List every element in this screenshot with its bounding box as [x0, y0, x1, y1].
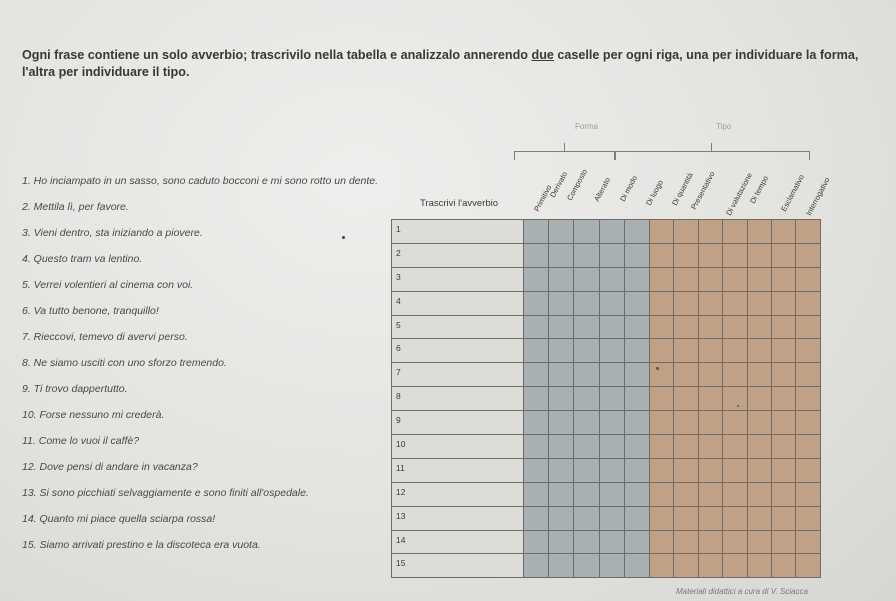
tipo-checkbox-cell[interactable] [723, 387, 747, 411]
forma-checkbox-cell[interactable] [524, 458, 549, 482]
adverb-transcribe-cell[interactable] [392, 554, 524, 578]
sentence-item: 8. Ne siamo usciti con uno sforzo tremendo. [22, 357, 227, 369]
tipo-checkbox-cell[interactable] [747, 411, 771, 435]
forma-bracket-tick [564, 143, 565, 151]
tipo-checkbox-cell[interactable] [796, 267, 820, 291]
forma-checkbox-cell[interactable] [624, 387, 649, 411]
footer-credit: Materiali didattici a cura di V. Sciacca [676, 587, 808, 596]
forma-checkbox-cell[interactable] [599, 506, 624, 530]
forma-checkbox-cell[interactable] [524, 554, 549, 578]
forma-checkbox-cell[interactable] [574, 482, 599, 506]
forma-checkbox-cell[interactable] [549, 506, 574, 530]
tipo-checkbox-cell[interactable] [796, 220, 820, 244]
col-head-alterato: Alterato [592, 175, 613, 203]
forma-checkbox-cell[interactable] [574, 435, 599, 459]
tipo-checkbox-cell[interactable] [698, 267, 722, 291]
forma-checkbox-cell[interactable] [624, 411, 649, 435]
tipo-checkbox-cell[interactable] [674, 267, 698, 291]
forma-checkbox-cell[interactable] [599, 387, 624, 411]
tipo-checkbox-cell[interactable] [747, 291, 771, 315]
tipo-checkbox-cell[interactable] [747, 554, 771, 578]
forma-checkbox-cell[interactable] [574, 411, 599, 435]
forma-checkbox-cell[interactable] [524, 315, 549, 339]
tipo-checkbox-cell[interactable] [698, 530, 722, 554]
tipo-checkbox-cell[interactable] [649, 315, 673, 339]
tipo-checkbox-cell[interactable] [771, 267, 795, 291]
table-row [392, 220, 821, 244]
tipo-checkbox-cell[interactable] [723, 458, 747, 482]
tipo-checkbox-cell[interactable] [723, 530, 747, 554]
tipo-checkbox-cell[interactable] [771, 482, 795, 506]
table-row [392, 506, 821, 530]
tipo-checkbox-cell[interactable] [796, 315, 820, 339]
forma-checkbox-cell[interactable] [574, 554, 599, 578]
tipo-checkbox-cell[interactable] [698, 363, 722, 387]
row-number: 12 [396, 486, 406, 497]
tipo-checkbox-cell[interactable] [674, 435, 698, 459]
forma-checkbox-cell[interactable] [524, 267, 549, 291]
sentence-item: 11. Come lo vuoi il caffè? [22, 435, 140, 447]
tipo-checkbox-cell[interactable] [698, 554, 722, 578]
forma-checkbox-cell[interactable] [524, 435, 549, 459]
adverb-transcribe-cell[interactable] [392, 339, 524, 363]
forma-checkbox-cell[interactable] [524, 506, 549, 530]
tipo-checkbox-cell[interactable] [747, 220, 771, 244]
adverb-transcribe-cell[interactable] [392, 291, 524, 315]
forma-checkbox-cell[interactable] [524, 482, 549, 506]
row-number: 11 [396, 462, 405, 473]
forma-checkbox-cell[interactable] [624, 554, 649, 578]
tipo-checkbox-cell[interactable] [698, 291, 722, 315]
sentence-item: 4. Questo tram va lentino. [22, 253, 143, 265]
table-row [392, 554, 821, 578]
tipo-checkbox-cell[interactable] [796, 435, 820, 459]
forma-checkbox-cell[interactable] [624, 291, 649, 315]
tipo-checkbox-cell[interactable] [674, 339, 698, 363]
tipo-checkbox-cell[interactable] [723, 435, 747, 459]
forma-checkbox-cell[interactable] [574, 387, 599, 411]
forma-checkbox-cell[interactable] [549, 220, 574, 244]
row-number: 5 [396, 319, 401, 330]
forma-checkbox-cell[interactable] [599, 220, 624, 244]
tipo-checkbox-cell[interactable] [796, 363, 820, 387]
sentence-item: 2. Mettila lì, per favore. [22, 201, 129, 213]
forma-checkbox-cell[interactable] [549, 243, 574, 267]
tipo-checkbox-cell[interactable] [771, 435, 795, 459]
tipo-checkbox-cell[interactable] [674, 411, 698, 435]
table-row [392, 291, 821, 315]
forma-checkbox-cell[interactable] [624, 243, 649, 267]
col-head-derivato: Derivato [548, 170, 570, 199]
row-number: 3 [396, 271, 401, 282]
table-row [392, 458, 821, 482]
table-row [392, 339, 821, 363]
forma-checkbox-cell[interactable] [549, 363, 574, 387]
forma-checkbox-cell[interactable] [624, 435, 649, 459]
forma-checkbox-cell[interactable] [524, 530, 549, 554]
tipo-checkbox-cell[interactable] [747, 435, 771, 459]
forma-checkbox-cell[interactable] [574, 291, 599, 315]
pen-mark [737, 405, 739, 407]
tipo-checkbox-cell[interactable] [771, 339, 795, 363]
col-head-primitivo: Primitivo [532, 183, 554, 213]
tipo-checkbox-cell[interactable] [698, 315, 722, 339]
table-row [392, 411, 821, 435]
tipo-checkbox-cell[interactable] [771, 411, 795, 435]
tipo-checkbox-cell[interactable] [723, 339, 747, 363]
forma-checkbox-cell[interactable] [624, 339, 649, 363]
transcribe-header: Trascrivi l'avverbio [420, 198, 499, 209]
forma-checkbox-cell[interactable] [574, 339, 599, 363]
col-head-composto: Composto [565, 167, 590, 202]
tipo-checkbox-cell[interactable] [649, 339, 673, 363]
sentence-item: 5. Verrei volentieri al cinema con voi. [22, 279, 194, 291]
forma-checkbox-cell[interactable] [624, 482, 649, 506]
tipo-checkbox-cell[interactable] [698, 506, 722, 530]
forma-checkbox-cell[interactable] [574, 220, 599, 244]
sentence-item: 12. Dove pensi di andare in vacanza? [22, 461, 198, 473]
table-row [392, 482, 821, 506]
tipo-checkbox-cell[interactable] [649, 411, 673, 435]
forma-checkbox-cell[interactable] [574, 267, 599, 291]
forma-checkbox-cell[interactable] [524, 220, 549, 244]
tipo-checkbox-cell[interactable] [674, 220, 698, 244]
table-row [392, 387, 821, 411]
tipo-checkbox-cell[interactable] [723, 291, 747, 315]
tipo-checkbox-cell[interactable] [723, 363, 747, 387]
adverb-transcribe-cell[interactable] [392, 506, 524, 530]
tipo-checkbox-cell[interactable] [747, 315, 771, 339]
row-number: 13 [396, 510, 406, 521]
tipo-checkbox-cell[interactable] [723, 411, 747, 435]
forma-checkbox-cell[interactable] [549, 387, 574, 411]
forma-checkbox-cell[interactable] [549, 315, 574, 339]
tipo-checkbox-cell[interactable] [698, 387, 722, 411]
sentence-item: 3. Vieni dentro, sta iniziando a piovere. [22, 227, 203, 239]
forma-checkbox-cell[interactable] [599, 339, 624, 363]
col-head-di-luogo: Di luogo [644, 178, 665, 207]
forma-checkbox-cell[interactable] [624, 267, 649, 291]
forma-checkbox-cell[interactable] [574, 363, 599, 387]
col-head-di-tempo: Di tempo [748, 174, 771, 205]
forma-checkbox-cell[interactable] [549, 530, 574, 554]
col-head-presentativo: Presentativo [689, 169, 717, 211]
tipo-group-label: Tipo [716, 122, 732, 131]
instructions-part2: caselle per ogni riga, una per individuare la forma, l'altra per individuare il tipo. [22, 48, 859, 79]
tipo-checkbox-cell[interactable] [771, 315, 795, 339]
row-number: 8 [396, 391, 401, 402]
adverb-transcribe-cell[interactable] [392, 243, 524, 267]
adverb-transcribe-cell[interactable] [392, 458, 524, 482]
tipo-checkbox-cell[interactable] [674, 291, 698, 315]
tipo-checkbox-cell[interactable] [674, 530, 698, 554]
table-row [392, 243, 821, 267]
tipo-checkbox-cell[interactable] [771, 458, 795, 482]
adverb-transcribe-cell[interactable] [392, 530, 524, 554]
row-number: 10 [396, 439, 406, 450]
instructions-text [22, 47, 882, 81]
tipo-checkbox-cell[interactable] [747, 243, 771, 267]
tipo-checkbox-cell[interactable] [771, 220, 795, 244]
forma-checkbox-cell[interactable] [524, 339, 549, 363]
tipo-checkbox-cell[interactable] [674, 363, 698, 387]
forma-checkbox-cell[interactable] [549, 411, 574, 435]
tipo-checkbox-cell[interactable] [649, 458, 673, 482]
tipo-checkbox-cell[interactable] [747, 506, 771, 530]
tipo-checkbox-cell[interactable] [771, 387, 795, 411]
instructions-underlined-word: due [531, 48, 554, 62]
forma-checkbox-cell[interactable] [524, 291, 549, 315]
forma-checkbox-cell[interactable] [624, 220, 649, 244]
tipo-checkbox-cell[interactable] [649, 530, 673, 554]
tipo-checkbox-cell[interactable] [771, 291, 795, 315]
tipo-checkbox-cell[interactable] [674, 506, 698, 530]
tipo-checkbox-cell[interactable] [796, 530, 820, 554]
col-head-di-quantita: Di quantità [670, 171, 695, 207]
tipo-checkbox-cell[interactable] [796, 387, 820, 411]
instructions-part1: Ogni frase contiene un solo avverbio; trascrivilo nella tabella e analizzalo annerendo [22, 48, 532, 62]
col-head-interrogativo: Interrogativo [804, 175, 832, 217]
tipo-checkbox-cell[interactable] [747, 482, 771, 506]
tipo-checkbox-cell[interactable] [771, 554, 795, 578]
row-number: 2 [396, 247, 401, 258]
sentence-item: 6. Va tutto benone, tranquillo! [22, 305, 159, 317]
tipo-checkbox-cell[interactable] [771, 530, 795, 554]
tipo-checkbox-cell[interactable] [723, 315, 747, 339]
forma-checkbox-cell[interactable] [574, 506, 599, 530]
forma-group-label: Forma [575, 122, 599, 131]
tipo-checkbox-cell[interactable] [796, 339, 820, 363]
pen-mark [656, 367, 659, 370]
forma-checkbox-cell[interactable] [599, 363, 624, 387]
forma-checkbox-cell[interactable] [574, 315, 599, 339]
tipo-checkbox-cell[interactable] [649, 363, 673, 387]
tipo-checkbox-cell[interactable] [796, 243, 820, 267]
adverb-transcribe-cell[interactable] [392, 220, 524, 244]
sentence-item: 1. Ho inciampato in un sasso, sono caduto bocconi e mi sono rotto un dente. [22, 175, 379, 187]
tipo-checkbox-cell[interactable] [649, 482, 673, 506]
tipo-bracket-tick [711, 143, 712, 151]
tipo-checkbox-cell[interactable] [723, 267, 747, 291]
forma-checkbox-cell[interactable] [624, 458, 649, 482]
table-row [392, 267, 821, 291]
forma-checkbox-cell[interactable] [599, 458, 624, 482]
tipo-checkbox-cell[interactable] [747, 530, 771, 554]
adverb-transcribe-cell[interactable] [392, 387, 524, 411]
tipo-checkbox-cell[interactable] [649, 267, 673, 291]
tipo-checkbox-cell[interactable] [747, 387, 771, 411]
forma-checkbox-cell[interactable] [574, 458, 599, 482]
adverb-transcribe-cell[interactable] [392, 363, 524, 387]
forma-checkbox-cell[interactable] [574, 530, 599, 554]
tipo-checkbox-cell[interactable] [796, 482, 820, 506]
row-number: 7 [396, 367, 401, 378]
forma-checkbox-cell[interactable] [624, 363, 649, 387]
tipo-checkbox-cell[interactable] [649, 220, 673, 244]
tipo-checkbox-cell[interactable] [674, 554, 698, 578]
sentence-item: 10. Forse nessuno mi crederà. [22, 409, 165, 421]
row-number: 9 [396, 415, 401, 426]
tipo-checkbox-cell[interactable] [674, 243, 698, 267]
table-row [392, 530, 821, 554]
table-row [392, 435, 821, 459]
tipo-checkbox-cell[interactable] [771, 506, 795, 530]
table-row [392, 315, 821, 339]
row-number: 4 [396, 295, 401, 306]
tipo-checkbox-cell[interactable] [698, 458, 722, 482]
forma-checkbox-cell[interactable] [524, 411, 549, 435]
forma-checkbox-cell[interactable] [549, 339, 574, 363]
tipo-checkbox-cell[interactable] [698, 339, 722, 363]
col-head-esclamativo: Esclamativo [779, 173, 806, 213]
forma-checkbox-cell[interactable] [624, 315, 649, 339]
tipo-bracket [614, 151, 810, 160]
analysis-table [391, 219, 821, 578]
ink-dot [342, 236, 345, 239]
tipo-checkbox-cell[interactable] [723, 506, 747, 530]
col-head-di-modo: Di modo [618, 174, 640, 203]
tipo-checkbox-cell[interactable] [698, 482, 722, 506]
forma-checkbox-cell[interactable] [524, 243, 549, 267]
tipo-checkbox-cell[interactable] [723, 482, 747, 506]
forma-bracket [514, 151, 616, 160]
forma-checkbox-cell[interactable] [549, 435, 574, 459]
tipo-checkbox-cell[interactable] [674, 482, 698, 506]
forma-checkbox-cell[interactable] [549, 458, 574, 482]
sentence-item: 7. Rieccovi, temevo di avervi perso. [22, 331, 188, 343]
row-number: 14 [396, 534, 406, 545]
tipo-checkbox-cell[interactable] [771, 243, 795, 267]
forma-checkbox-cell[interactable] [599, 411, 624, 435]
tipo-checkbox-cell[interactable] [771, 363, 795, 387]
forma-checkbox-cell[interactable] [599, 315, 624, 339]
tipo-checkbox-cell[interactable] [698, 435, 722, 459]
tipo-checkbox-cell[interactable] [747, 363, 771, 387]
tipo-checkbox-cell[interactable] [796, 411, 820, 435]
adverb-transcribe-cell[interactable] [392, 482, 524, 506]
table-row [392, 363, 821, 387]
sentence-item: 15. Siamo arrivati prestino e la discoteca era vuota. [22, 539, 261, 551]
forma-checkbox-cell[interactable] [549, 554, 574, 578]
forma-checkbox-cell[interactable] [599, 554, 624, 578]
tipo-checkbox-cell[interactable] [723, 220, 747, 244]
forma-checkbox-cell[interactable] [599, 435, 624, 459]
tipo-checkbox-cell[interactable] [674, 315, 698, 339]
forma-checkbox-cell[interactable] [624, 506, 649, 530]
adverb-transcribe-cell[interactable] [392, 411, 524, 435]
tipo-checkbox-cell[interactable] [674, 458, 698, 482]
tipo-checkbox-cell[interactable] [796, 291, 820, 315]
sentence-item: 9. Ti trovo dappertutto. [22, 383, 128, 395]
adverb-transcribe-cell[interactable] [392, 315, 524, 339]
row-number: 1 [396, 224, 401, 234]
tipo-checkbox-cell[interactable] [747, 458, 771, 482]
row-number: 15 [396, 558, 406, 569]
tipo-checkbox-cell[interactable] [674, 387, 698, 411]
forma-checkbox-cell[interactable] [549, 291, 574, 315]
tipo-checkbox-cell[interactable] [747, 267, 771, 291]
forma-checkbox-cell[interactable] [624, 530, 649, 554]
tipo-checkbox-cell[interactable] [649, 243, 673, 267]
tipo-checkbox-cell[interactable] [698, 220, 722, 244]
forma-checkbox-cell[interactable] [599, 482, 624, 506]
forma-checkbox-cell[interactable] [574, 243, 599, 267]
tipo-checkbox-cell[interactable] [796, 506, 820, 530]
tipo-checkbox-cell[interactable] [649, 506, 673, 530]
forma-checkbox-cell[interactable] [599, 291, 624, 315]
tipo-checkbox-cell[interactable] [698, 411, 722, 435]
sentence-item: 14. Quanto mi piace quella sciarpa rossa! [22, 513, 216, 525]
tipo-checkbox-cell[interactable] [649, 435, 673, 459]
tipo-checkbox-cell[interactable] [723, 554, 747, 578]
forma-checkbox-cell[interactable] [599, 243, 624, 267]
forma-checkbox-cell[interactable] [524, 363, 549, 387]
sentence-item: 13. Si sono picchiati selvaggiamente e sono finiti all'ospedale. [22, 487, 309, 499]
adverb-transcribe-cell[interactable] [392, 267, 524, 291]
row-number: 6 [396, 343, 401, 354]
forma-checkbox-cell[interactable] [524, 387, 549, 411]
tipo-checkbox-cell[interactable] [698, 243, 722, 267]
forma-checkbox-cell[interactable] [549, 267, 574, 291]
tipo-checkbox-cell[interactable] [723, 243, 747, 267]
tipo-checkbox-cell[interactable] [747, 339, 771, 363]
col-head-di-valutazione: Di valutazione [724, 171, 755, 217]
forma-checkbox-cell[interactable] [599, 530, 624, 554]
tipo-checkbox-cell[interactable] [649, 554, 673, 578]
tipo-checkbox-cell[interactable] [796, 554, 820, 578]
tipo-checkbox-cell[interactable] [649, 291, 673, 315]
tipo-checkbox-cell[interactable] [796, 458, 820, 482]
tipo-checkbox-cell[interactable] [649, 387, 673, 411]
forma-checkbox-cell[interactable] [599, 267, 624, 291]
forma-checkbox-cell[interactable] [549, 482, 574, 506]
adverb-transcribe-cell[interactable] [392, 435, 524, 459]
